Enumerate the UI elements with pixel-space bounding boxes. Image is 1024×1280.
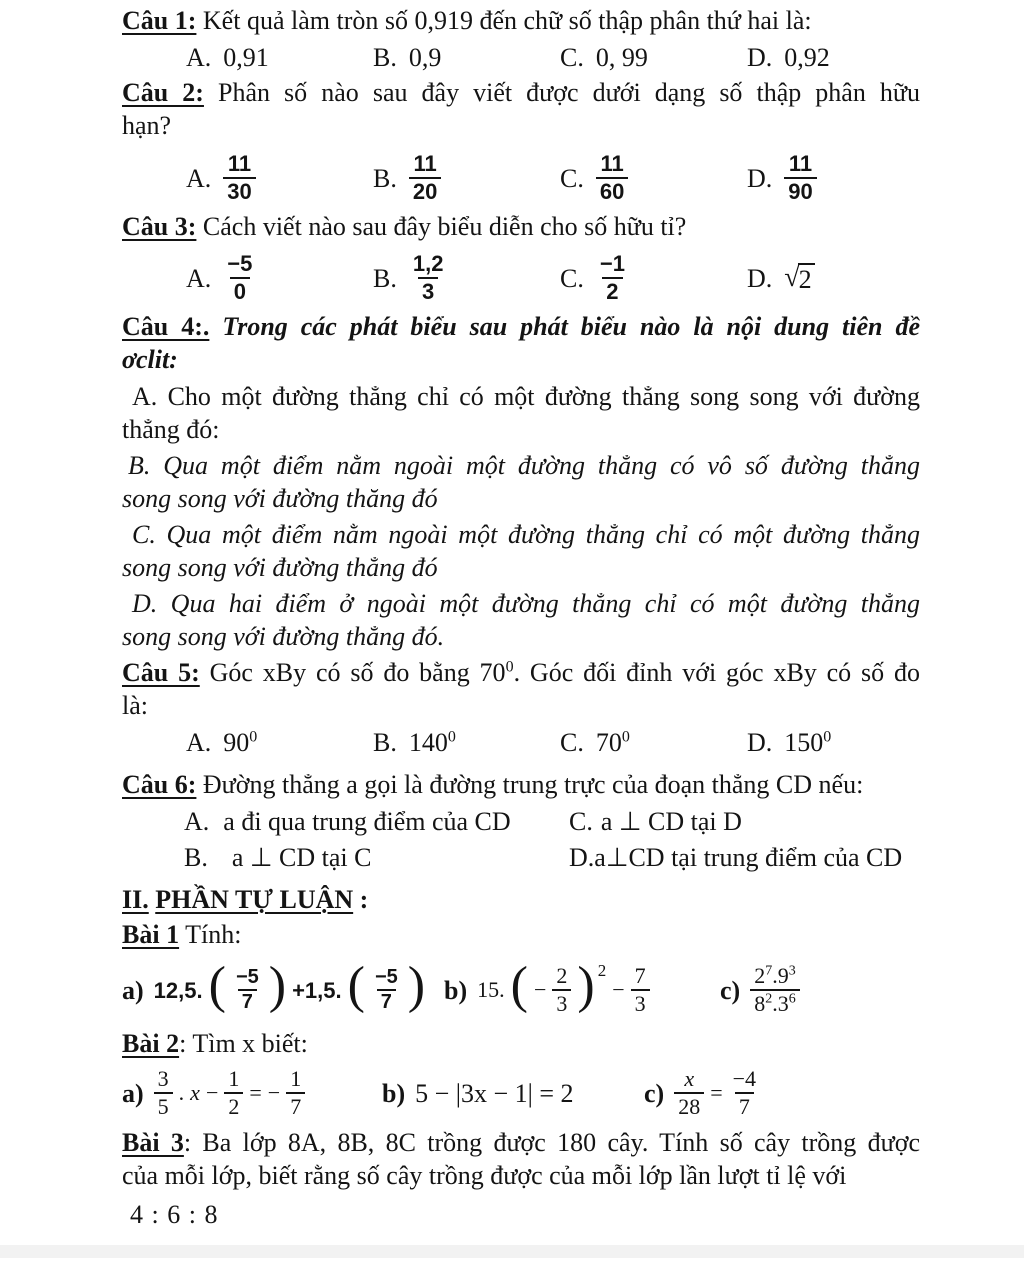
fraction: $\frac{-5}{7}$ [374,966,398,1013]
exponent: 2 [765,991,773,1007]
question-6-label: Câu 6: [122,770,197,799]
q4-statement-b [122,449,920,515]
minus-sign: − [533,977,547,1002]
question-1-header [122,4,920,37]
square-root: √ 2 [784,263,814,294]
q6-options-row-2 [122,841,920,874]
q3-option-b [373,251,560,305]
option-key: A. [186,728,212,757]
minus-sign: − [267,1080,281,1105]
option-value: 0,91 [223,43,269,72]
q2-option-b [373,151,560,205]
question-4-header [122,310,920,343]
exercise-2-header [122,1027,920,1060]
part-2-number: II. [122,885,149,914]
fraction: $\frac{3}{5}$ [154,1066,173,1120]
term: +1,5. [292,977,342,1003]
fraction: $\frac{11}{20}$ [409,151,441,205]
q3-option-c [560,251,747,305]
fraction: $\frac{1}{7}$ [286,1066,305,1120]
q4-statement-d [122,587,920,653]
q6-options-row-1 [122,805,920,838]
minus-sign: − [205,1080,219,1105]
term: 15. [477,977,505,1002]
question-6-header [122,768,920,801]
statement-line: D. Qua hai điểm ở ngoài một đường thẳng chỉ có một đường thẳng [132,589,920,618]
statement-line: song song với đường thẳng đó. [122,622,445,651]
degree-superscript: 0 [621,728,630,746]
exercise-3-header [122,1126,920,1159]
question-2-label: Câu 2: [122,78,204,107]
statement-line: C. Qua một điểm nằm ngoài một đường thẳng chỉ có một đường thẳng [132,520,920,549]
exercise-1-label: Bài 1 [122,920,180,949]
option-key: B. [373,43,397,72]
q6-option-b [184,841,569,874]
exercise-3-ratio: 4 : 6 : 8 [130,1200,219,1229]
item-key: a) [122,975,144,1005]
option-key: A. [186,163,212,193]
q5-option-b [373,726,560,759]
denominator: $8^2.3^6$ [750,989,800,1017]
q5-option-c [560,726,747,759]
fraction: $\frac{11}{90}$ [784,151,816,205]
exercise-1-items [122,953,920,1027]
question-5-text-line2: là: [122,691,148,720]
option-value: a ⊥ CD tại C [231,843,372,872]
question-3-label: Câu 3: [122,212,197,241]
exercise-3-text-line2: của mỗi lớp, biết rằng số cây trồng được của mỗi lớp lần lượt tỉ lệ với [122,1161,847,1190]
question-1-options [122,41,920,74]
fraction: $\frac{-5}{0}$ [227,251,253,304]
question-2-text-line2: hạn? [122,111,172,140]
q5-option-a [186,726,373,759]
option-value: $90^0$ [223,728,258,757]
exercise-1-item-b: b) 15. ( − $\frac{2}{3}$ ) 2 − $\frac{7}{3}$ [444,963,720,1017]
q3-option-d [747,262,815,295]
q2-option-c [560,151,747,205]
equation-text: 5 − |3x − 1| = 2 [415,1078,574,1108]
fraction: $\frac{1,2}{3}$ [412,251,444,304]
fraction: $\frac{11}{30}$ [223,151,255,205]
exponent: 6 [788,991,796,1007]
fraction: $\frac{x}{28}$ [674,1066,704,1120]
equals-sign: = [710,1080,723,1105]
q1-option-c [560,41,747,74]
term: 12,5. [153,977,203,1003]
exam-content [122,4,920,1231]
question-2-header [122,76,920,109]
exercise-1-item-c [720,963,920,1017]
option-value: 0,9 [408,43,442,72]
option-key: A. [186,263,212,293]
question-3-options [122,249,920,307]
statement-line: song song với đường thẳng đó [122,553,438,582]
option-key: C. [560,728,584,757]
q4-statement-a [122,380,920,446]
option-key: D. [747,163,773,193]
item-key: c) [720,975,741,1005]
exponent: 7 [765,963,773,979]
exponent: 2 [597,960,607,980]
exponent: 3 [788,963,796,979]
q1-option-b [373,41,560,74]
question-3-header [122,210,920,243]
question-2-text-line1: Phân số nào sau đây viết được dưới dạng số thập phân hữu [203,78,920,107]
question-1-label: Câu 1: [122,6,197,35]
question-6-text: Đường thẳng a gọi là đường trung trực của đoạn thẳng CD nếu: [196,770,864,799]
question-5-header [122,656,920,689]
variable-x: x [190,1080,200,1105]
exercise-3-text-line1: : Ba lớp 8A, 8B, 8C trồng được 180 cây. Tính số cây trồng được [183,1128,920,1157]
question-4-text-line2: ơclit: [122,345,178,374]
part-2-title: PHẦN TỰ LUẬN [155,885,354,914]
question-5-text-cont: . Góc đối đỉnh với góc xBy có số đo [513,658,920,687]
option-key: C. [569,807,593,836]
q6-option-d [569,841,920,874]
option-value: $140^0$ [408,728,456,757]
option-value: 0,92 [784,43,830,72]
option-key: B. [373,728,397,757]
fraction: $\frac{2}{3}$ [552,963,571,1017]
item-key: b) [382,1078,406,1108]
option-value: $150^0$ [784,728,832,757]
degree-superscript: 0 [823,728,832,746]
question-3-text: Cách viết nào sau đây biểu diễn cho số hữu tỉ? [196,212,687,241]
part-2-colon: : [359,885,369,914]
fraction: $\frac{1}{2}$ [224,1066,243,1120]
option-key: C. [560,43,584,72]
fraction: $\frac{-1}{2}$ [599,251,625,304]
degree-superscript: 0 [447,728,456,746]
question-1-text: Kết quả làm tròn số 0,919 đến chữ số thập phân thứ hai là: [196,6,812,35]
minus-sign: − [612,977,625,1002]
option-value: D.a⊥CD tại trung điểm của CD [569,843,903,872]
equals-sign: = [249,1080,262,1105]
option-key: B. [373,263,397,293]
q6-option-a [184,805,569,838]
multiply-dot: . [178,1080,185,1105]
q2-option-d [747,151,817,205]
question-4-label: Câu 4:. [122,312,210,341]
option-key: B. [184,843,208,872]
fraction [750,963,800,1017]
fraction: $\frac{11}{60}$ [596,151,628,205]
exercise-2-item-a [122,1066,382,1120]
option-key: C. [560,163,584,193]
radical-sign: √ [784,261,800,293]
fraction: $\frac{7}{3}$ [631,963,650,1017]
q5-option-d [747,726,831,759]
q1-option-d [747,41,830,74]
option-value: 0, 99 [595,43,648,72]
question-5-label: Câu 5: [122,658,200,687]
exercise-2-items [122,1062,920,1124]
q4-statement-c [122,518,920,584]
q1-option-a [186,41,373,74]
exercise-2-label: Bài 2 [122,1029,180,1058]
option-value: $70^0$ [595,728,630,757]
q3-option-a [186,251,373,305]
item-key: c) [644,1078,665,1108]
statement-line: B. Qua một điểm nằm ngoài một đường thẳng có vô số đường thẳng [128,451,920,480]
option-value: a ⊥ CD tại D [600,807,742,836]
question-5-text: Góc xBy có số đo bằng 70 [199,658,506,687]
numerator: $2^7.9^3$ [754,963,796,988]
option-key: B. [373,163,397,193]
item-key: b) [444,975,468,1005]
footer-scroll-bar [0,1245,1024,1258]
exercise-1-header [122,918,920,951]
item-key: a) [122,1078,144,1108]
option-key: D. [747,43,773,72]
option-key: A. [184,807,210,836]
fraction: $\frac{-4}{7}$ [732,1066,757,1119]
option-value: a đi qua trung điểm của CD [223,807,511,836]
option-key: D. [747,728,773,757]
exercise-1-title: Tính: [179,920,242,949]
question-4-text-line1: Trong các phát biểu sau phát biểu nào là nội dung tiên đề [209,312,920,341]
statement-line: A. Cho một đường thẳng chỉ có một đường thẳng song song với đường [132,382,920,411]
option-key: A. [186,43,212,72]
question-2-options [122,149,920,207]
statement-line: song song với đường thăng đó [122,484,438,513]
q6-option-c [569,805,920,838]
option-key: C. [560,263,584,293]
exercise-2-title: : Tìm x biết: [179,1029,308,1058]
degree-superscript: 0 [249,728,258,746]
part-2-header [122,883,920,916]
fraction: $\frac{-5}{7}$ [235,966,259,1013]
exercise-1-item-a: a) 12,5. ( $\frac{-5}{7}$ ) +1,5. ( $\frac{-5}{7}$ ) [122,957,426,1014]
statement-line: thẳng đó: [122,415,220,444]
q2-option-a [186,151,373,205]
exercise-2-item-c [644,1066,920,1120]
question-5-options [122,726,920,759]
option-key: D. [747,263,773,293]
degree-superscript: 0 [505,658,514,676]
exercise-3-label: Bài 3 [122,1128,184,1157]
exercise-2-item-b [382,1077,644,1110]
